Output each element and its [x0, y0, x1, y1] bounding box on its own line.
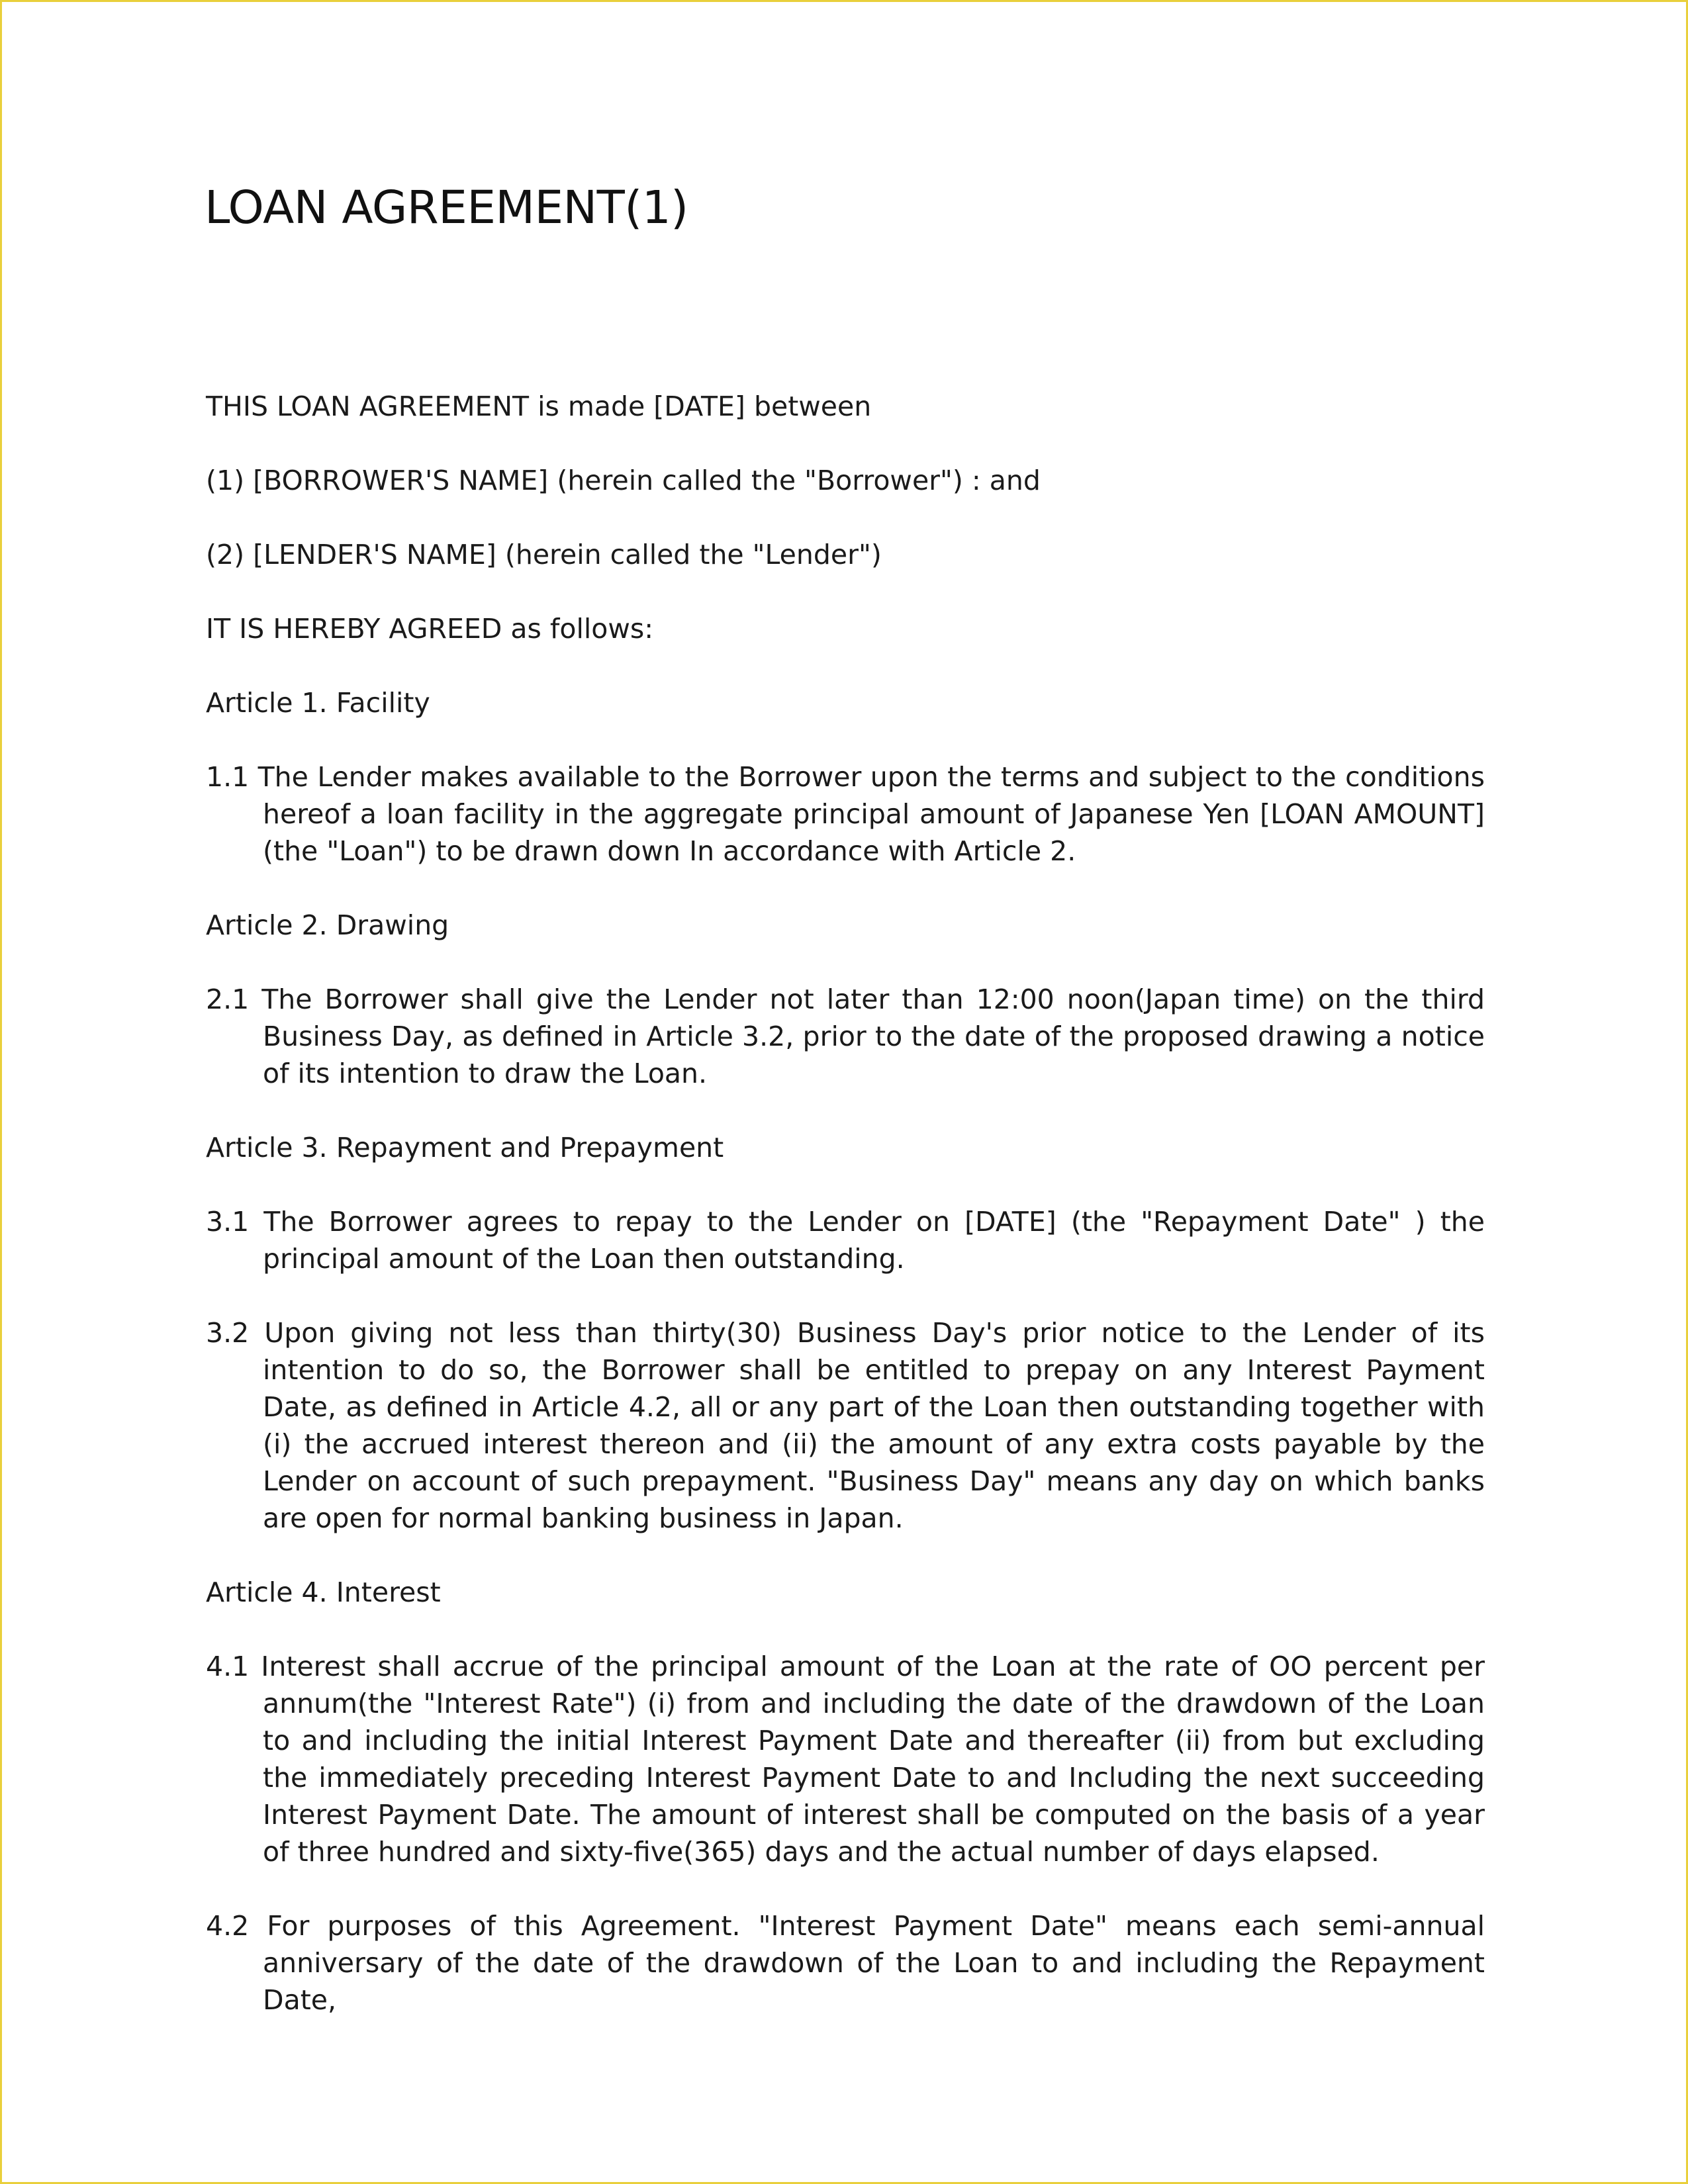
article-heading-1: Article 1. Facility [206, 687, 430, 719]
document-title: LOAN AGREEMENT(1) [205, 181, 688, 234]
party-lender: (2) [LENDER'S NAME] (herein called the "Lender") [206, 539, 882, 570]
article-heading-4: Article 4. Interest [206, 1576, 441, 1608]
clause-2-1: 2.1 The Borrower shall give the Lender not later than 12:00 noon(Japan time) on the third Business Day, as defined in Article 3.2, prior to the date of the proposed drawing a notice of its intention to draw the Loan. [206, 983, 1485, 1089]
clause-3-1: 3.1 The Borrower agrees to repay to the Lender on [DATE] (the "Repayment Date" ) the principal amount of the Loan then outstanding. [206, 1206, 1485, 1275]
agreement-statement: IT IS HEREBY AGREED as follows: [206, 613, 654, 645]
article-heading-2: Article 2. Drawing [206, 909, 449, 941]
party-borrower: (1) [BORROWER'S NAME] (herein called the "Borrower") : and [206, 465, 1041, 496]
clause-3-2: 3.2 Upon giving not less than thirty(30) Business Day's prior notice to the Lender of its intention to do so, the Borrower shall be entitled to prepay on any Interest Payment Date, as defined in Article 4.2, all or any part of the Loan then outstanding together with (i) the accrued interest thereon and (ii) the amount of any extra costs payable by the Lender on account of such prepayment. "Business Day" means any day on which banks are open for normal banking business in Japan. [206, 1317, 1485, 1534]
article-heading-3: Article 3. Repayment and Prepayment [206, 1132, 724, 1163]
clause-4-2: 4.2 For purposes of this Agreement. "Interest Payment Date" means each semi-annual anniversary of the date of the drawdown of the Loan to and including the Repayment Date, [206, 1910, 1485, 2016]
clause-4-1: 4.1 Interest shall accrue of the principal amount of the Loan at the rate of OO percent per annum(the "Interest Rate") (i) from and including the date of the drawdown of the Loan to and including the initial Interest Payment Date and thereafter (ii) from but excluding the immediately preceding Interest Payment Date to and Including the next succeeding Interest Payment Date. The amount of interest shall be computed on the basis of a year of three hundred and sixty-five(365) days and the actual number of days elapsed. [206, 1651, 1485, 1868]
clause-1-1: 1.1 The Lender makes available to the Borrower upon the terms and subject to the conditions hereof a loan facility in the aggregate principal amount of Japanese Yen [LOAN AMOUNT] (the "Loan") to be drawn down In accordance with Article 2. [206, 761, 1485, 867]
intro-paragraph: THIS LOAN AGREEMENT is made [DATE] between [206, 390, 872, 422]
document-body [206, 388, 1485, 2056]
